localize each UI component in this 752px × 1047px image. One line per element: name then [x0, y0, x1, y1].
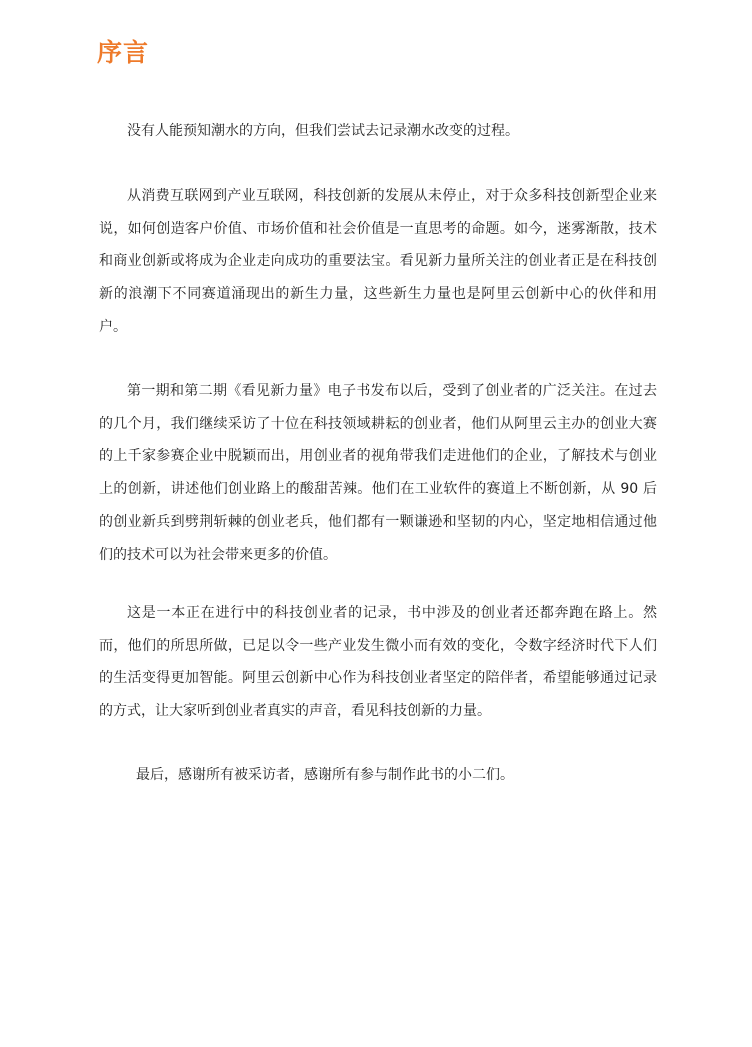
paragraph-industry-internet: 从消费互联网到产业互联网，科技创新的发展从未停止，对于众多科技创新型企业来说，如何创造客户价值、市场价值和社会价值是一直思考的命题。如今，迷雾渐散，技术和商业创新或将成为企业走向成功的重要法宝。看见新力量所关注的创业者正是在科技创新的浪潮下不同赛道涌现出的新生力量，这些新生力量也是阿里云创新中心的伙伴和用户。 [99, 188, 657, 335]
paragraph-startup-record: 这是一本正在进行中的科技创业者的记录，书中涉及的创业者还都奔跑在路上。然而，他们的所思所做，已足以令一些产业发生微小而有效的变化，令数字经济时代下人们的生活变得更加智能。阿里云创新中心作为科技创业者坚定的陪伴者，希望能够通过记录的方式，让大家听到创业者真实的声音，看见科技创新的力量。 [99, 605, 657, 720]
paragraph-ebook-interviews: 第一期和第二期《看见新力量》电子书发布以后，受到了创业者的广泛关注。在过去的几个月，我们继续采访了十位在科技领域耕耘的创业者，他们从阿里云主办的创业大赛的上千家参赛企业中脱颖而出，用创业者的视角带我们走进他们的企业，了解技术与创业上的创新，讲述他们创业路上的酸甜苦辣。他们在工业软件的赛道上不断创新，从 90 后的创业新兵到劈荆斩棘的创业老兵，他们都有一颗谦逊和坚韧的内心，坚定地相信通过他们的技术可以为社会带来更多的价值。 [99, 383, 657, 563]
paragraph-opening: 没有人能预知潮水的方向，但我们尝试去记录潮水改变的过程。 [127, 123, 519, 139]
paragraph-acknowledgements: 最后，感谢所有被采访者，感谢所有参与制作此书的小二们。 [136, 767, 514, 783]
page-title: 序言 [97, 38, 150, 67]
